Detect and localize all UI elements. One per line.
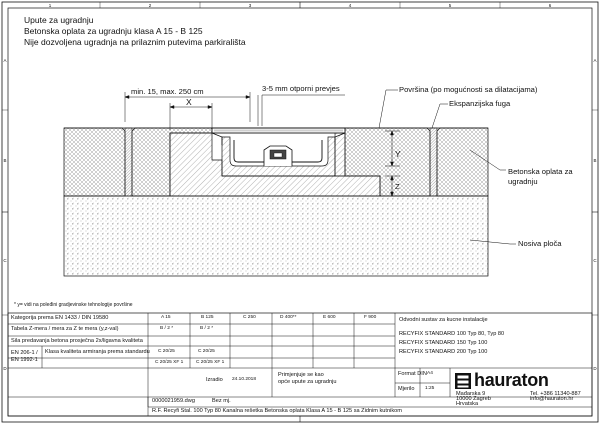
row-letter: A xyxy=(593,58,597,63)
class-f900: F 900 xyxy=(364,315,377,320)
title-line-1: Upute za ugradnju xyxy=(24,15,94,25)
scale-label: Mjerilo xyxy=(398,386,415,392)
formwork-label-1: Betonska oplata za xyxy=(508,167,573,176)
class-c250: C 250 xyxy=(243,315,256,320)
footer-description: R.F. Recyfi Stal. 100 Typ 80 Kanalna rešetka Betonska oplata Klasa A 15 - B 125 sa Zidnim kutnikom xyxy=(152,408,402,414)
format-label: Format DIN xyxy=(398,371,427,377)
contact-line: info@hauraton.hr xyxy=(530,396,574,402)
row-value: C 20/25 xyxy=(158,349,175,354)
title-line-3: Nije dozvoljena ugradnja na prilaznim putevima parkirališta xyxy=(24,37,246,47)
contact-line: Tel. +386 11340-887 xyxy=(530,391,581,397)
row-letter: A xyxy=(3,58,7,63)
dim-y-label: Y xyxy=(395,149,401,159)
dim-z-label: Z xyxy=(395,182,400,191)
drawn-label: Izradio xyxy=(206,377,223,383)
cross-section xyxy=(64,128,488,276)
col-number: 6 xyxy=(548,2,552,8)
col-number: 5 xyxy=(448,2,452,8)
base-slab xyxy=(64,196,488,276)
format-value: A4 xyxy=(427,371,433,376)
class-d400: D 400** xyxy=(280,315,297,320)
col-number: 4 xyxy=(348,2,352,8)
class-e600: E 600 xyxy=(323,315,336,320)
surface-label: Površina (po mogućnosti sa dilatacijama) xyxy=(399,85,538,94)
address-line: Mađarska 9 xyxy=(456,391,486,397)
dim-x-label: X xyxy=(186,97,192,107)
formwork-label-2: ugradnju xyxy=(508,177,538,186)
product-line: RECYFIX STANDARD 200 Typ 100 xyxy=(399,349,488,355)
dim-min-max-label: min. 15, max. 250 cm xyxy=(131,87,204,96)
col-number: 2 xyxy=(148,2,152,8)
dim-gap-label: 3-5 mm otporni prevjes xyxy=(262,84,340,93)
address-line: Hrvatska xyxy=(456,401,479,407)
row-label: Tabela Z-mera / mera za Z te mera (y,z-val) xyxy=(11,326,119,332)
note-line-1: Primjenjuje se kao xyxy=(278,372,324,378)
slab-label: Nosiva ploča xyxy=(518,239,562,248)
row-code: EN 206-1 / EN 1992-1 xyxy=(11,350,38,363)
row-value: C 20/25 XF 1 xyxy=(155,360,184,365)
drawn-date: 24.10.2018 xyxy=(232,377,257,382)
scale-value: 1:25 xyxy=(425,386,435,391)
class-a15: A 15 xyxy=(161,315,171,320)
category-header: Kategorija prema EN 1433 / DIN 19580 xyxy=(11,315,109,321)
row-letter: C xyxy=(3,258,7,263)
expansion-joint-label: Ekspanzijska fuga xyxy=(449,99,511,108)
row-letter: D xyxy=(593,366,597,371)
paving-left xyxy=(64,128,125,196)
row-letter: C xyxy=(593,258,597,263)
class-b125: B 125 xyxy=(201,315,214,320)
footnote: * y= vidi na poleđini gradjevinske tehnologije površine xyxy=(14,302,133,308)
expansion-joint-left xyxy=(125,128,132,196)
file-scale: Bez mj. xyxy=(212,398,231,404)
product-line: RECYFIX STANDARD 100 Typ 80, Typ 80 xyxy=(399,331,505,337)
concrete-bedding-right xyxy=(335,133,345,176)
row-value: C 20/25 xyxy=(198,349,215,354)
col-number: 3 xyxy=(248,2,252,8)
row-value: B / 2 * xyxy=(160,326,174,331)
row-value: C 20/25 XF 1 xyxy=(196,360,225,365)
brand-name: hauraton xyxy=(474,370,549,390)
paving-right xyxy=(437,128,488,196)
title-line-2: Betonska oplata za ugradnju klasa A 15 - B 125 xyxy=(24,26,203,36)
description-title: Odvodni sustav za kucne instalacije xyxy=(399,317,488,323)
expansion-joint-right xyxy=(430,128,437,196)
product-line: RECYFIX STANDARD 150 Typ 100 xyxy=(399,340,488,346)
file-name: 0000021959.dwg xyxy=(152,398,195,404)
note-line-2: opće upute za ugradnju xyxy=(278,379,337,385)
row-label: Sila predavanja betona prosječna 2x/ligavna kvaliteta xyxy=(11,338,143,344)
row-value: B / 2 * xyxy=(200,326,214,331)
row-letter: B xyxy=(3,158,7,163)
row-letter: B xyxy=(593,158,597,163)
col-number: 1 xyxy=(48,2,52,8)
address-line: 10000 Zagreb xyxy=(456,396,491,402)
hauraton-logo-mark xyxy=(455,373,471,389)
row-letter: D xyxy=(3,366,7,371)
row-label: Klasa kvaliteta armiranja prema standardu xyxy=(45,349,150,355)
